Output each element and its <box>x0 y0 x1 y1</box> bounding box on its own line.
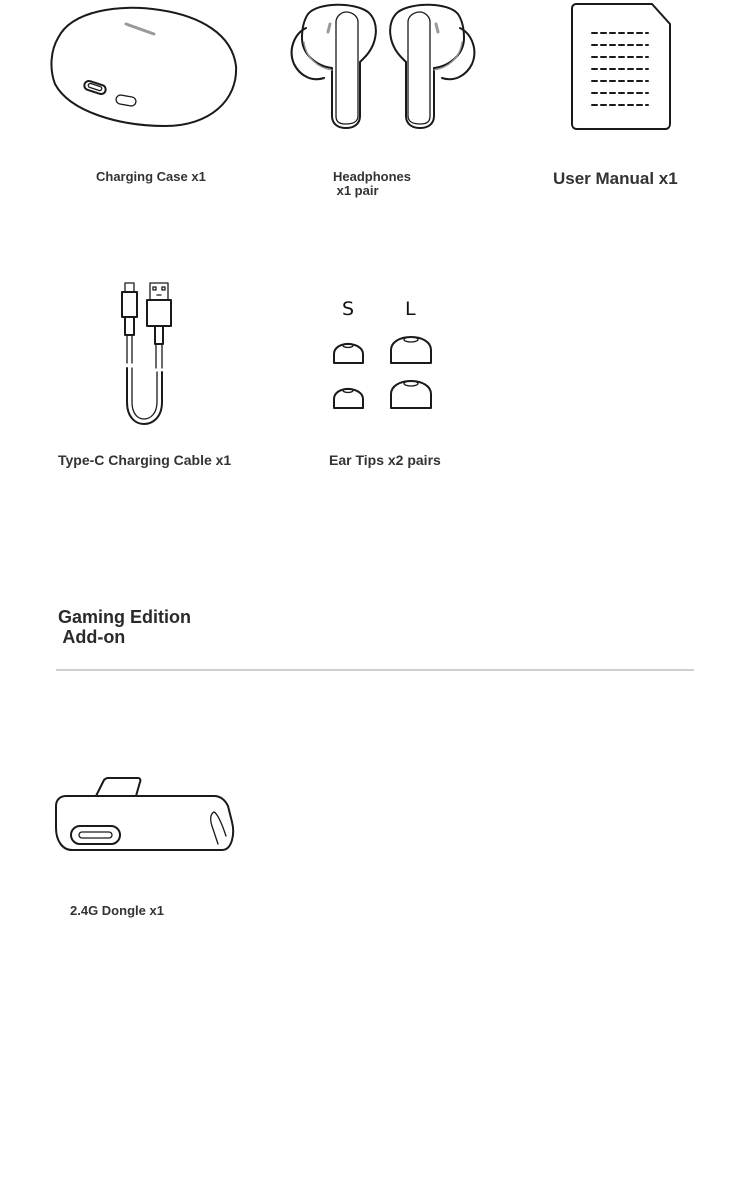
item-label-dongle: 2.4G Dongle x1 <box>70 903 164 918</box>
section-title-gaming-edition: Gaming Edition Add-on <box>58 607 191 647</box>
item-label-user-manual: User Manual x1 <box>553 169 678 188</box>
item-label-type-c-cable: Type-C Charging Cable x1 <box>58 452 232 468</box>
usb-c-cable-icon <box>118 280 176 428</box>
ear-tips-icon <box>330 334 436 412</box>
section-divider <box>56 669 694 671</box>
item-label-ear-tips: Ear Tips x2 pairs <box>329 452 441 468</box>
charging-case-icon <box>50 4 240 130</box>
earbuds-icon <box>288 2 478 130</box>
ear-tip-size-large: L <box>405 298 416 320</box>
dongle-icon <box>54 776 236 854</box>
ear-tip-size-small: S <box>342 298 355 320</box>
item-label-charging-case: Charging Case x1 <box>96 169 206 184</box>
item-label-headphones: Headphones x1 pair <box>333 169 412 199</box>
user-manual-icon <box>570 2 672 130</box>
